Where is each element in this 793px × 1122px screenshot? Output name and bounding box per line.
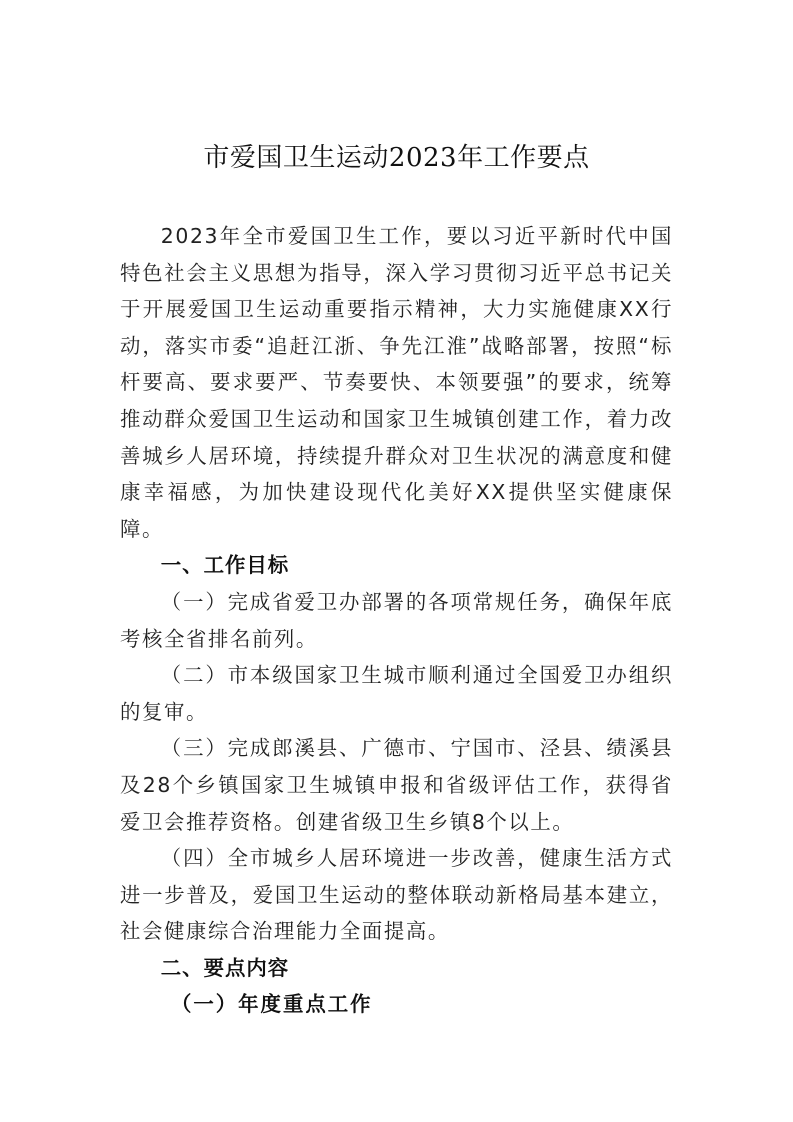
goal-item-2: （二）市本级国家卫生城市顺利通过全国爱卫办组织的复审。 (120, 663, 673, 724)
document-title: 市爱国卫生运动2023年工作要点 (203, 143, 590, 173)
section-heading-goals: 一、工作目标 (160, 553, 290, 578)
goal-item-3: （三）完成郎溪县、广德市、宁国市、泾县、绩溪县及28个乡镇国家卫生城镇申报和省级评估工作，获得省爱卫会推荐资格。创建省级卫生乡镇8个以上。 (120, 736, 673, 834)
intro-paragraph: 2023年全市爱国卫生工作，要以习近平新时代中国特色社会主义思想为指导，深入学习贯彻习近平总书记关于开展爱国卫生运动重要指示精神，大力实施健康XX行动，落实市委“追赶江浙、争先江淮”战略部署，按照“标杆要高、要求要严、节奏要快、本领要强”的要求，统筹推动群众爱国卫生运动和国家卫生城镇创建工作，着力改善城乡人居环境，持续提升群众对卫生状况的满意度和健康幸福感，为加快建设现代化美好XX提供坚实健康保障。 (120, 224, 673, 541)
goal-item-4: （四）全市城乡人居环境进一步改善，健康生活方式进一步普及，爱国卫生运动的整体联动新格局基本建立，社会健康综合治理能力全面提高。 (120, 846, 673, 944)
subsection-heading-annual-work: （一）年度重点工作 (171, 992, 373, 1017)
document-body (120, 218, 673, 1023)
goal-item-1: （一）完成省爱卫办部署的各项常规任务，确保年底考核全省排名前列。 (120, 589, 673, 651)
section-heading-content: 二、要点内容 (160, 955, 290, 980)
